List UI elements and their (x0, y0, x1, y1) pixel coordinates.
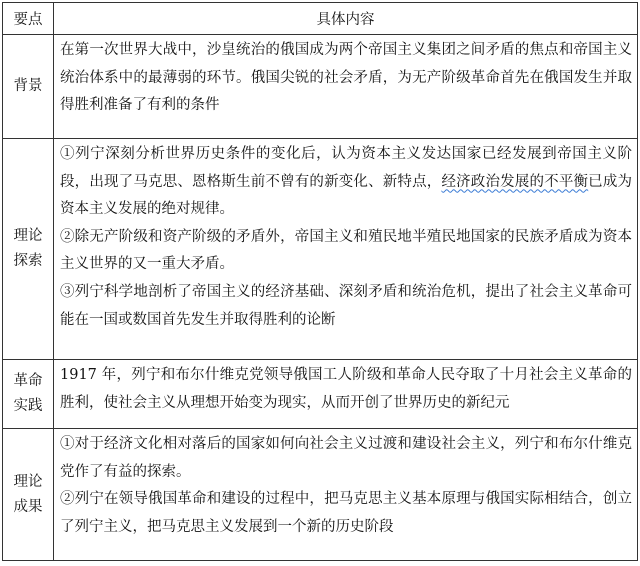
table-row-theory (3, 139, 638, 360)
theory-point-2: ②除无产阶级和资产阶级的矛盾外，帝国主义和殖民地半殖民地国家的民族矛盾成为资本主义世界的又一重大矛盾。 (60, 228, 632, 273)
key-label-revolution-line2: 实践 (13, 398, 43, 414)
value-cell-results (54, 429, 638, 561)
table-row-background (3, 35, 638, 139)
header-row (3, 3, 638, 35)
key-label-theory-line1: 理论 (13, 228, 43, 244)
results-point-2: ②列宁在领导俄国革命和建设的过程中，把马克思主义基本原理与俄国实际相结合，创立了列宁主义，把马克思主义发展到一个新的历史阶段 (60, 491, 632, 535)
background-text: 在第一次世界大战中，沙皇统治的俄国成为两个帝国主义集团之间矛盾的焦点和帝国主义统治体系中的最薄弱的环节。俄国尖锐的社会矛盾，为无产阶级革命首先在俄国发生并取得胜利准备了有利的条件 (60, 42, 632, 114)
key-label-revolution-line1: 革命 (13, 373, 43, 389)
key-label-results-line1: 理论 (13, 473, 43, 490)
key-label-theory-line2: 探索 (13, 253, 43, 269)
theory-point-1-marked: 经济政治发展的不平衡 (441, 173, 589, 190)
header-key-label: 要点 (13, 12, 43, 28)
results-point-1: ①对于经济文化相对落后的国家如何向社会主义过渡和建设社会主义，列宁和布尔什维克党作了有益的探索。 (60, 436, 632, 480)
value-cell-background (54, 35, 638, 139)
value-cell-theory (54, 139, 638, 360)
header-key-cell (3, 3, 54, 35)
revolution-text: 1917 年，列宁和布尔什维克党领导俄国工人阶级和革命人民夺取了十月社会主义革命的胜利，使社会主义从理想开始变为现实，从而开创了世界历史的新纪元 (60, 367, 632, 411)
theory-point-3: ③列宁科学地剖析了帝国主义的经济基础、深刻矛盾和统治危机，提出了社会主义革命可能在一国或数国首先发生并取得胜利的论断 (60, 283, 632, 328)
key-cell-theory (3, 139, 54, 360)
table-row-results (3, 429, 638, 561)
table-row-revolution (3, 360, 638, 429)
theory-point-1-after: 已成为资本主义发展的绝对规律。 (60, 173, 633, 218)
key-cell-revolution (3, 360, 54, 429)
key-cell-results (3, 429, 54, 561)
value-cell-revolution (54, 360, 638, 429)
header-value-label: 具体内容 (316, 12, 375, 28)
header-value-cell (54, 3, 638, 35)
key-label-results-line2: 成果 (13, 498, 43, 515)
theory-point-1 (60, 141, 632, 224)
theory-point-1-before: ①列宁深刻分析世界历史条件的变化后，认为资本主义发达国家已经发展到帝国主义阶段，出现了马克思、恩格斯生前不曾有的新变化、新特点， (60, 146, 632, 190)
key-cell-background (3, 35, 54, 139)
content-table (2, 2, 638, 561)
key-label-background: 背景 (13, 78, 43, 94)
